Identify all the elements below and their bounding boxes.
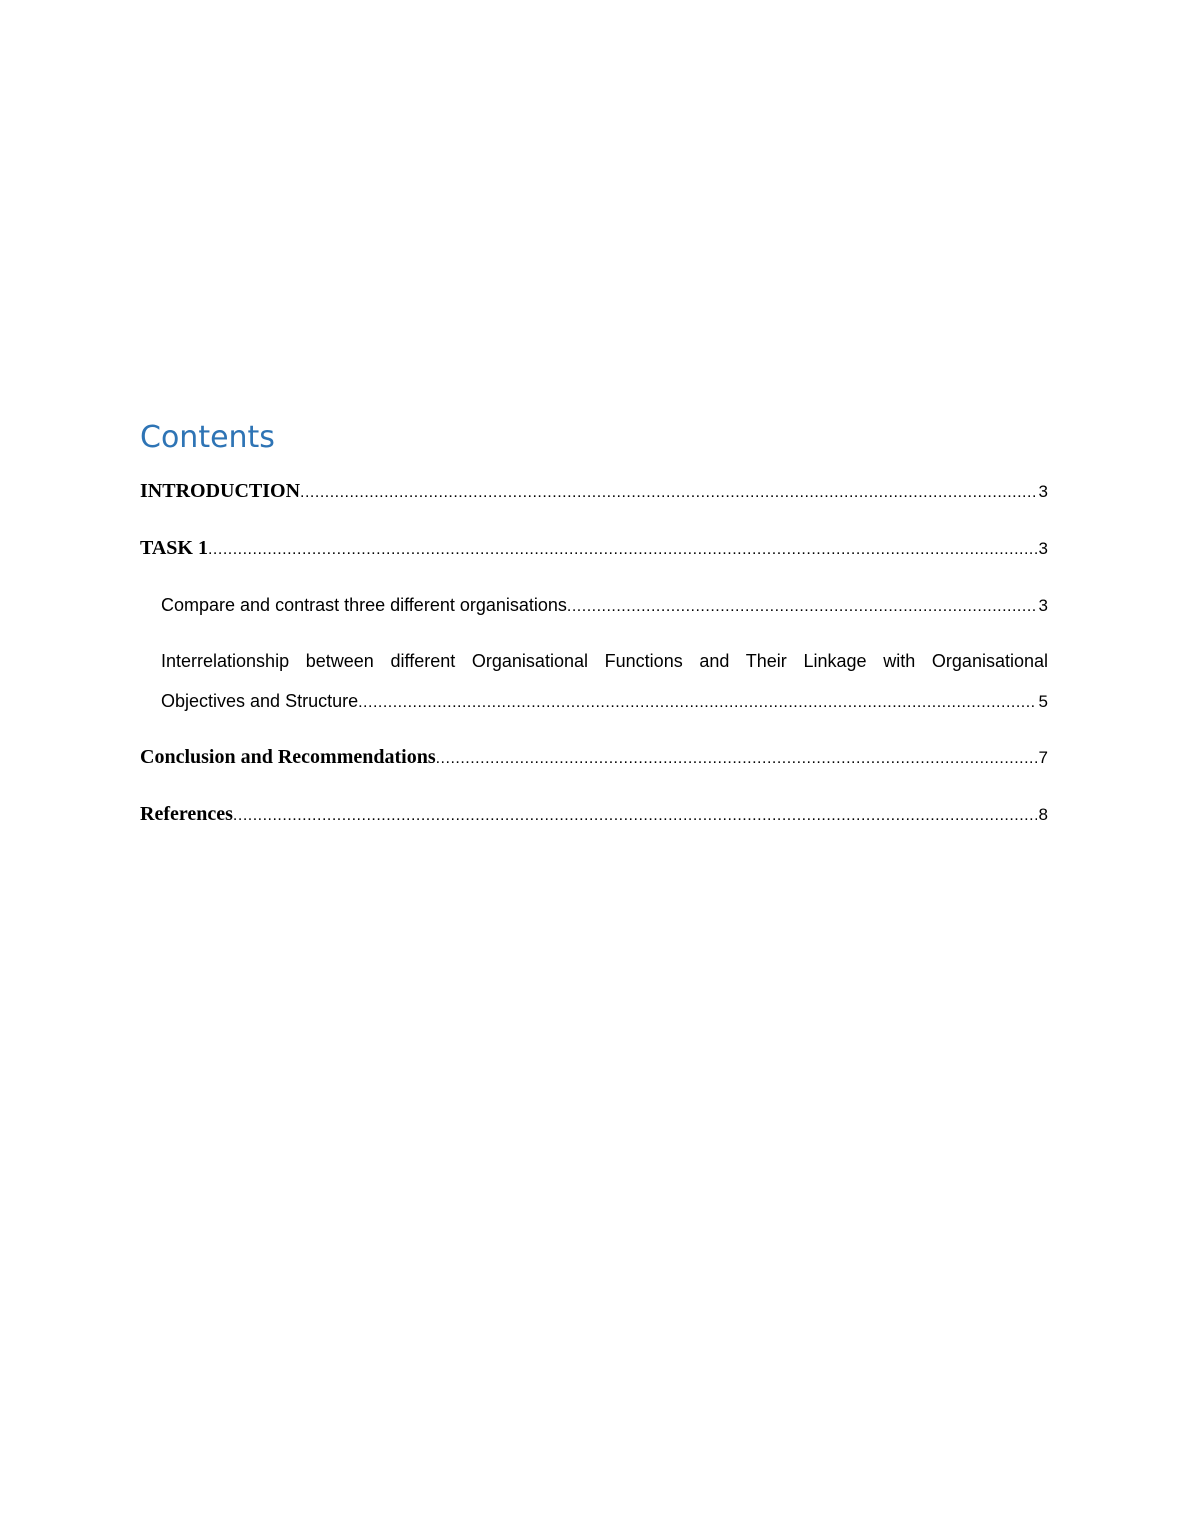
toc-entry-interrelationship[interactable] — [161, 646, 1048, 718]
toc-entry-introduction[interactable] — [140, 476, 1048, 508]
toc-entry-label: TASK 1 — [140, 537, 208, 559]
toc-page-number: 7 — [1038, 748, 1048, 767]
dot-leader — [233, 801, 1037, 831]
toc-page-number: 5 — [1038, 692, 1048, 711]
toc-entry-label: INTRODUCTION — [140, 480, 301, 502]
toc-entry-task-1[interactable] — [140, 533, 1048, 565]
toc-entry-line-2 — [161, 686, 1048, 718]
dot-leader — [358, 688, 1036, 718]
dot-leader — [300, 478, 1037, 508]
dot-leader — [436, 744, 1037, 774]
toc-page-number: 3 — [1038, 539, 1048, 558]
toc-heading: Contents — [140, 420, 275, 455]
table-of-contents — [140, 418, 1048, 856]
toc-entry-compare-organisations[interactable] — [161, 590, 1048, 622]
toc-entry-label: Compare and contrast three different organisations — [161, 595, 567, 615]
toc-page-number: 3 — [1038, 482, 1048, 501]
toc-entry-label-line-1: Interrelationship between different Organisational Functions and Their Linkage with Organisational — [161, 651, 1048, 671]
toc-entry-label: Conclusion and Recommendations — [140, 746, 436, 768]
toc-page-number: 8 — [1038, 805, 1048, 824]
toc-entry-label-line-2: Objectives and Structure — [161, 691, 359, 711]
toc-entry-references[interactable] — [140, 799, 1048, 831]
toc-entry-conclusion[interactable] — [140, 742, 1048, 774]
toc-entry-label: References — [140, 803, 233, 825]
dot-leader — [567, 592, 1037, 622]
toc-page-number: 3 — [1038, 596, 1048, 615]
dot-leader — [208, 535, 1037, 565]
